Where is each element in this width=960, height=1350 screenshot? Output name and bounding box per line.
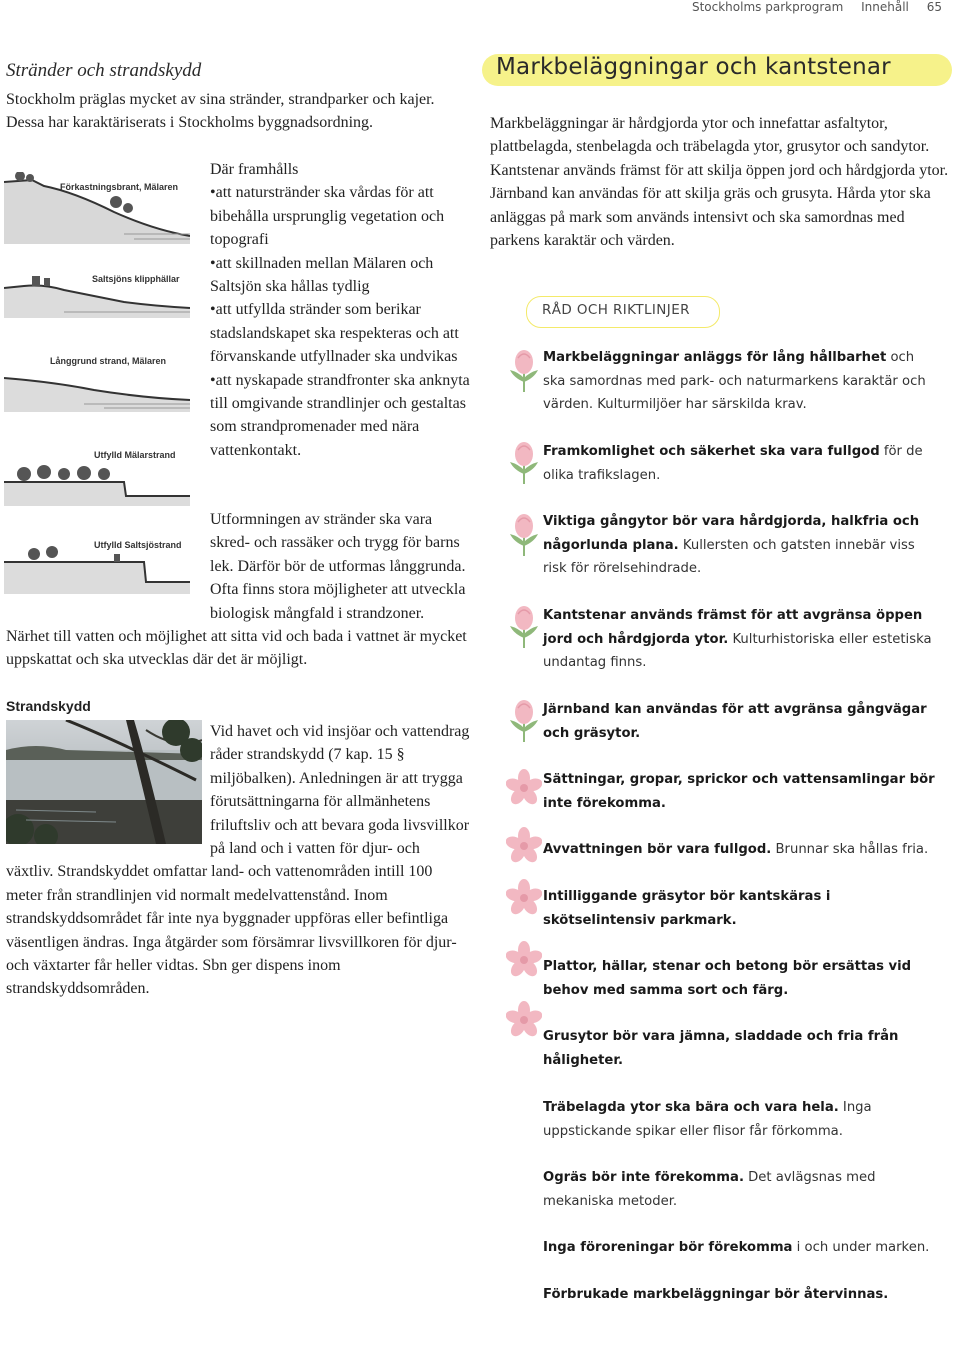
guideline-item — [543, 604, 938, 675]
guideline-item — [543, 510, 938, 581]
guideline-bold: Viktiga gångytor bör vara hårdgjorda, halkfria och någorlunda plana. — [543, 514, 920, 553]
strandskydd-text: Vid havet och vid insjöar och vattendrag råder strandskydd (7 kap. 15 § miljöbalken). Anledningen är att trygga förutsättningarna för allmänhetens friluftsliv och att bevara goda livsvillkor på land och i vatten för djur- och växtliv. Strandskyddet omfattar land- och vattenområden intill 100 meter från strandlinjen vid normalt medelvattenstånd. Inom strandskyddsområdet får inte nya byggnader uppföras eller befintliga väsentligen ändras. Inga åtgärder som försämrar livsvillkoren för djur- och växtarter får heller vidtas. Sbn ger dispens inom strandskyddsområden. — [6, 723, 470, 998]
bullet-item: •att skillnaden mellan Mälaren och Saltsjön ska hållas tydlig — [210, 254, 434, 296]
guideline-item — [543, 1283, 938, 1307]
guideline-bold: Inga föroreningar bör förekomma — [543, 1240, 793, 1255]
guideline-item — [543, 1096, 938, 1143]
profile-label-1: Förkastningsbrant, Mälaren — [60, 182, 179, 192]
flower-icon — [506, 768, 542, 814]
bullet-item: •att nyskapade strandfronter ska anknyta till omgivande strandlinjer och gestaltas som strandpromenader med nära vattenkontakt. — [210, 371, 470, 459]
rosebud-icon — [506, 604, 542, 650]
profile-label-3: Långgrund strand, Mälaren — [50, 356, 167, 366]
guideline-item — [543, 1025, 938, 1072]
guideline-rest: och ska samordnas med park- och naturmarkens karaktär och värden. Kulturmiljöer har särskilda krav. — [543, 350, 926, 412]
guideline-rest: Kullersten och gatsten innebär viss risk för rörelsehindrade. — [543, 537, 915, 576]
guideline-item — [543, 440, 938, 487]
flower-icon — [506, 1000, 542, 1046]
flower-icon — [506, 826, 542, 872]
right-intro: Markbeläggningar är hårdgjorda ytor och innefattar asfaltytor, plattbelagda, stenbelagda och träbelagda ytor, grusytor och sandytor. Kantstenar används främst för att skilja öppen jord och hårdgjorda ytor. Järnband kan användas för att skilja gräs och grusyta. Hårda ytor ska anläggas på mark som används intensivt och ska samordnas med parkens karaktär och värden. — [490, 115, 949, 250]
left-section-title: Stränder och strandskydd — [6, 60, 202, 81]
guideline-bold: Sättningar, gropar, sprickor och vattensamlingar bör inte förekomma. — [543, 772, 935, 811]
bullet-item: •att utfyllda stränder som berikar stadslandskapet ska respekteras och att förvanskande utfyllnader ska undvikas — [210, 301, 459, 366]
guideline-rest: i och under marken. — [792, 1240, 930, 1255]
guideline-rest: Kulturhistoriska eller estetiska undantag finns. — [543, 631, 932, 670]
guideline-item — [543, 768, 938, 815]
guideline-rest: för de olika trafikslagen. — [543, 444, 923, 483]
strandskydd-heading: Strandskydd — [6, 698, 91, 714]
guideline-bold: Förbrukade markbeläggningar bör återvinnas. — [543, 1287, 889, 1302]
guideline-item — [543, 346, 938, 417]
section-name: Innehåll — [861, 0, 909, 14]
strandskydd-block — [6, 720, 471, 1001]
rosebud-icon — [506, 440, 542, 486]
guideline-item — [543, 1236, 938, 1260]
shore-paragraph: Utformningen av stränder ska vara skred- och rassäker och trygg för barns lek. Därför bör de utformas långgrunda. Ofta finns stora möjligheter att utveckla biologisk mångfald i strandzoner. Närhet till vatten och möjlighet att sitta vid och bada i vattnet är mycket uppskattat och ska utvecklas där det är möjligt. — [6, 511, 467, 669]
shore-paragraph-block — [6, 508, 471, 672]
profile-langgrund-illustration — [4, 364, 190, 412]
rosebud-icon — [506, 348, 542, 394]
guideline-bold: Ogräs bör inte förekomma. — [543, 1170, 744, 1185]
guideline-bold: Kantstenar används främst för att avgränsa öppen jord och hårdgjorda ytor. — [543, 608, 923, 647]
rosebud-icon — [506, 698, 542, 744]
flower-icon — [506, 878, 542, 924]
bullets-heading: Där framhålls — [210, 161, 299, 178]
guideline-bold: Plattor, hällar, stenar och betong bör ersättas vid behov med samma sort och färg. — [543, 959, 912, 998]
profile-label-5: Utfylld Saltsjöstrand — [94, 540, 182, 550]
guideline-bold: Grusytor bör vara jämna, sladdade och fria från håligheter. — [543, 1029, 899, 1068]
flower-icon — [506, 940, 542, 986]
profile-label-2: Saltsjöns klipphällar — [92, 274, 180, 284]
guideline-rest: Brunnar ska hållas fria. — [771, 842, 929, 857]
guideline-item — [543, 698, 938, 745]
guideline-item — [543, 955, 938, 1002]
bullet-list — [210, 158, 475, 462]
guideline-item — [543, 1166, 938, 1213]
shore-photo — [6, 720, 202, 844]
profile-label-4: Utfylld Mälarstrand — [94, 450, 176, 460]
right-section-title: Markbeläggningar och kantstenar — [496, 54, 891, 80]
guideline-bold: Järnband kan användas för att avgränsa gångvägar och gräsytor. — [543, 702, 927, 741]
guideline-bold: Avvattningen bör vara fullgod. — [543, 842, 772, 857]
guideline-bold: Intilliggande gräsytor bör kantskäras i skötselintensiv parkmark. — [543, 889, 831, 928]
running-header — [692, 0, 942, 14]
guidelines-label: RÅD OCH RIKTLINJER — [542, 302, 690, 318]
guideline-item — [543, 838, 938, 862]
guideline-rest: Det avlägsnas med mekaniska metoder. — [543, 1170, 876, 1209]
guideline-rest: Inga uppstickande spikar eller flisor får förkomma. — [543, 1100, 872, 1139]
bullet-item: •att naturstränder ska vårdas för att bibehålla ursprunglig vegetation och topografi — [210, 184, 445, 249]
guideline-bold: Träbelagda ytor ska bära och vara hela. — [543, 1100, 839, 1115]
left-intro: Stockholm präglas mycket av sina stränder, strandparker och kajer. Dessa har karaktäriserats i Stockholms byggnadsordning. — [6, 91, 435, 132]
guideline-item — [543, 885, 938, 932]
guideline-bold: Framkomlighet och säkerhet ska vara fullgod — [543, 444, 880, 459]
publication-name: Stockholms parkprogram — [691, 0, 844, 14]
page-number: 65 — [926, 0, 942, 14]
guideline-bold: Markbeläggningar anläggs för lång hållbarhet — [543, 350, 887, 365]
rosebud-icon — [506, 512, 542, 558]
